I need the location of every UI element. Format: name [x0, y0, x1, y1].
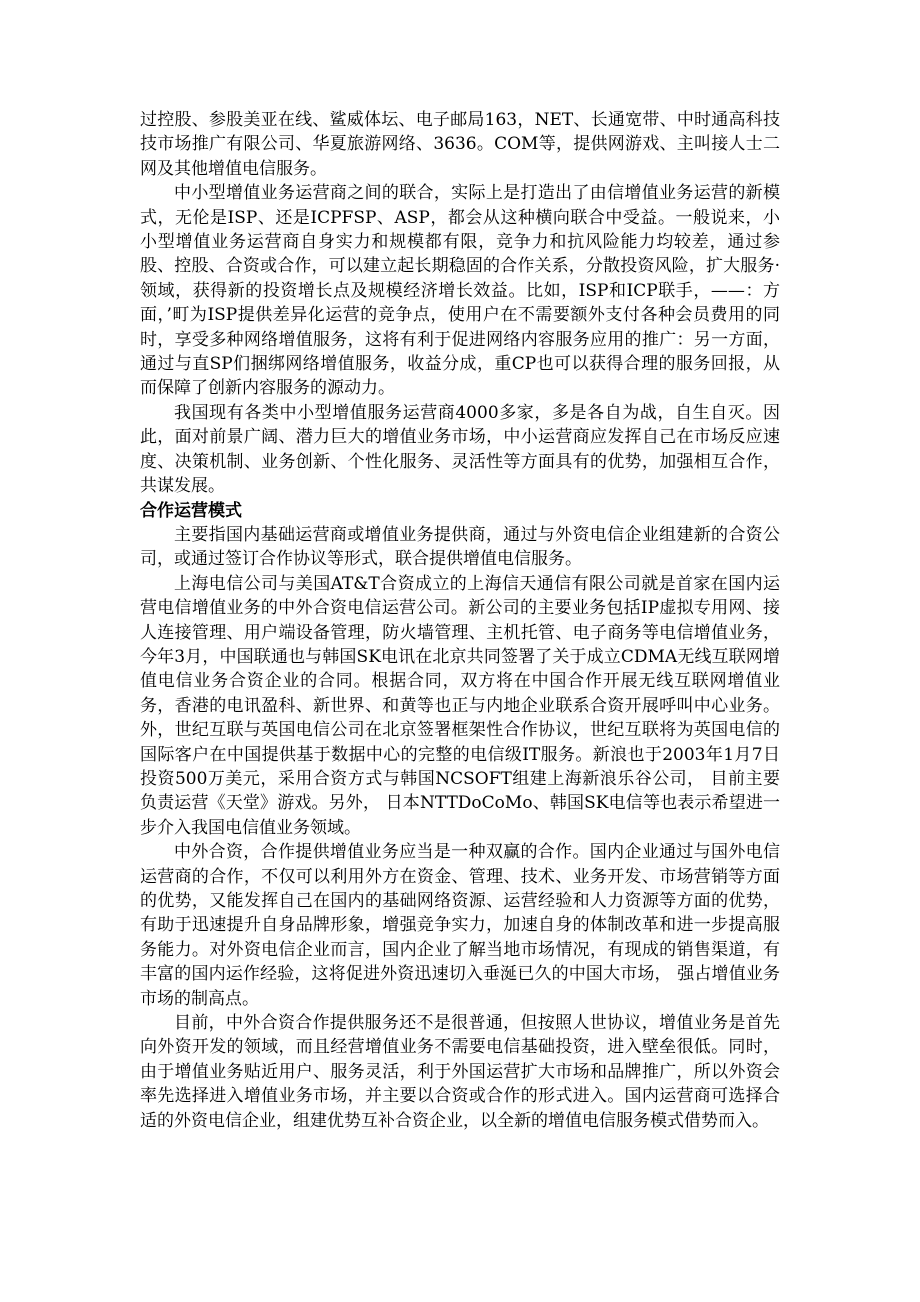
paragraph-outlook: 目前，中外合资合作提供服务还不是很普通，但按照人世协议，增值业务是首先向外资开发的领域，而且经营增值业务不需要电信基础投资，进入壁垒很低。同时，由于增值业务贴近用户、服务灵活，利于外国运营扩大市场和品牌推广，所以外资会率先选择进入增值业务市场，并主要以合资或合作的形式进入。国内运营商可选择合适的外资电信企业，组建优势互补合资企业，以全新的增值电信服务模式借势而入。: [140, 1013, 780, 1131]
paragraph-definition: 主要指国内基础运营商或增值业务提供商，通过与外资电信企业组建新的合资公司，或通过签订合作协议等形式，联合提供增值电信服务。: [140, 524, 780, 570]
paragraph-sme-alliance: 中小型增值业务运营商之间的联合，实际上是打造出了由信增值业务运营的新模式，无伦是ISP、还是ICPFSP、ASP，都会从这种横向联合中受益。一般说来，小小型增值业务运营商自身实力和规模都有限，竞争力和抗风险能力均较差，通过参股、控股、合资或合作，可以建立起长期稳固的合作关系，分散投资风险，扩大服务·领域，获得新的投资增长点及规模经济增长效益。比如，ISP和ICP联手，——：方面，’町为ISP提供差异化运营的竞争点，使用户在不需要额外支付各种会员费用的同时，享受多种网络增值服务，这将有利于促进网络内容服务应用的推广：另一方面，通过与直SP们捆绑网络增值服务，收益分成，重CP也可以获得合理的服务回报，从而保障了创新内容服务的源动力。: [140, 183, 780, 399]
paragraph-continuation: 过控股、参股美亚在线、鲨威体坛、电子邮局163，NET、长通宽带、中时通高科技技市场推广有限公司、华夏旅游网络、3636。COM等，提供网游戏、主叫接人士二网及其他增值电信服务。: [140, 110, 780, 179]
paragraph-sme-count: 我国现有各类中小型增值服务运营商4000多家，多是各自为战，自生自灭。因此，面对前景广阔、潜力巨大的增值业务市场，中小运营商应发挥自己在市场反应速度、决策机制、业务创新、个性化服务、灵活性等方面具有的优势，加强相互合作，共谋发展。: [140, 402, 780, 497]
paragraph-win-win: 中外合资，合作提供增值业务应当是一种双赢的合作。国内企业通过与国外电信运营商的合作，不仅可以利用外方在资金、管理、技术、业务开发、市场营销等方面的优势，又能发挥自己在国内的基础网络资源、运营经验和人力资源等方面的优势，有助于迅速提升自身品牌形象，增强竞争实力，加速自身的体制改革和进一步提高服务能力。对外资电信企业而言，国内企业了解当地市场情况，有现成的销售渠道，有丰富的国内运作经验，这将促进外资迅速切入垂涎已久的中国大市场， 强占增值业务市场的制高点。: [140, 842, 780, 1009]
section-heading: 合作运营模式: [140, 500, 242, 521]
paragraph-examples: 上海电信公司与美国AT&T合资成立的上海信天通信有限公司就是首家在国内运营电信增值业务的中外合资电信运营公司。新公司的主要业务包括IP虚拟专用网、接人连接管理、用户端设备管理，防火墙管理、主机托管、电子商务等电信增值业务，今年3月，中国联通也与韩国SK电讯在北京共同签署了关于成立CDMA无线互联网增值电信业务合资企业的合同。根据合同，双方将在中国合作开展无线互联网增值业务，香港的电讯盈科、新世界、和黄等也正与内地企业联系合资开展呼叫中心业务。外，世纪互联与英国电信公司在北京签署框架性合作协议，世纪互联将为英国电信的国际客户在中国提供基于数据中心的完整的电信级IT服务。新浪也于2003年1月7日投资500万美元，采用合资方式与韩国NCSOFT组建上海新浪乐谷公司， 目前主要负责运营《天堂》游戏。另外， 日本NTTDoCoMo、韩国SK电信等也表示希望进一步介入我国电信值业务领域。: [140, 573, 780, 838]
document-body: [140, 108, 780, 1133]
